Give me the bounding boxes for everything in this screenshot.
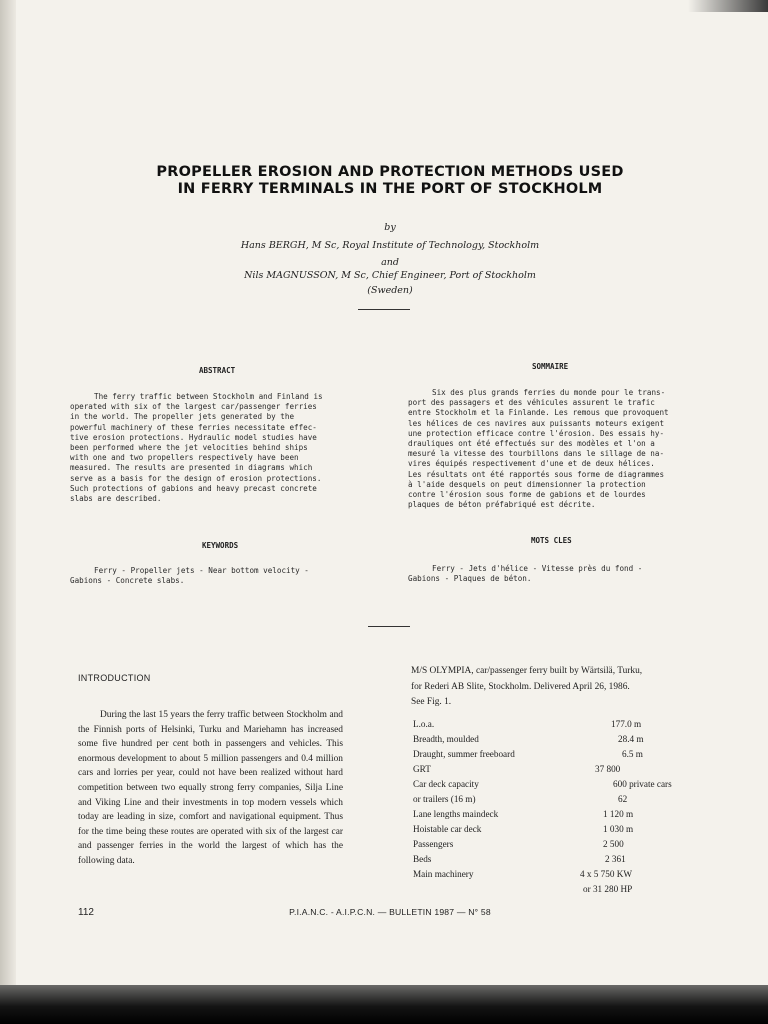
abstract-line: in the world. The propeller jets generated by the — [70, 412, 295, 422]
abstract-line: The ferry traffic between Stockholm and Finland is — [94, 392, 323, 401]
abstract-line: operated with six of the largest car/passenger ferries — [70, 402, 317, 412]
abstract-body — [70, 392, 366, 504]
introduction-body — [78, 708, 343, 869]
spec-value: 62 — [618, 794, 628, 804]
spec-value: 6.5 m — [622, 749, 643, 759]
mots-cles-body — [408, 564, 704, 584]
spec-label: Car deck capacity — [413, 779, 479, 789]
spec-value: 1 120 m — [603, 809, 634, 819]
spec-row — [413, 749, 723, 764]
section-divider-rule — [368, 626, 410, 627]
spec-label: GRT — [413, 764, 431, 774]
sommaire-body — [408, 388, 704, 510]
spec-row — [413, 779, 723, 794]
sommaire-line: entre Stockholm et la Finlande. Les remous que provoquent — [408, 408, 669, 418]
spec-row — [413, 869, 723, 884]
spec-value: 37 800 — [595, 764, 621, 774]
divider-rule — [358, 309, 410, 310]
keywords-heading: KEYWORDS — [202, 541, 239, 550]
sommaire-line: à l'aide desquels on peut dimensionner la protection — [408, 479, 646, 489]
spec-label: Passengers — [413, 839, 454, 849]
sommaire-line: vires équipés respectivement d'une et de deux hélices. — [408, 459, 655, 469]
sommaire-line: les hélices de ces navires aux puissants moteurs exigent — [408, 418, 665, 428]
and-label: and — [381, 257, 399, 268]
scan-bottom-edge — [0, 985, 768, 1024]
ship-description-line: See Fig. 1. — [411, 697, 452, 708]
sommaire-line: Six des plus grands ferries du monde pour le trans- — [432, 388, 666, 397]
author-country: (Sweden) — [367, 285, 413, 296]
spec-label: Breadth, moulded — [413, 734, 479, 744]
spec-label: Hoistable car deck — [413, 824, 482, 834]
spec-value: 28.4 m — [618, 734, 644, 744]
abstract-line: powerful machinery of these ferries necessitate effec- — [70, 422, 317, 432]
mots-cles-line: Gabions - Plaques de béton. — [408, 574, 532, 584]
page-number: 112 — [78, 907, 94, 918]
spec-value: or 31 280 HP — [583, 884, 633, 894]
keywords-line: Ferry - Propeller jets - Near bottom velocity - — [94, 566, 309, 575]
spec-label: Main machinery — [413, 869, 474, 879]
corner-shadow — [688, 0, 768, 12]
author-2: Nils MAGNUSSON, M Sc, Chief Engineer, Port of Stockholm — [244, 270, 536, 281]
abstract-line: slabs are described. — [70, 494, 162, 504]
abstract-line: with one and two propellers respectively have been — [70, 453, 299, 463]
by-label: by — [384, 222, 396, 233]
sommaire-line: plaques de béton préfabriqué est décrite. — [408, 500, 596, 510]
spec-row — [413, 824, 723, 839]
abstract-line: tive erosion protections. Hydraulic model studies have — [70, 432, 317, 442]
sommaire-line: mesuré la vitesse des tourbillons dans le sillage de na- — [408, 449, 665, 459]
spec-row — [413, 764, 723, 779]
spec-row — [413, 794, 723, 809]
spec-value: 177.0 m — [611, 719, 642, 729]
spec-label: Draught, summer freeboard — [413, 749, 515, 759]
abstract-line: serve as a basis for the design of erosion protections. — [70, 473, 322, 483]
mots-cles-line: Ferry - Jets d'hélice - Vitesse près du fond - — [432, 564, 643, 573]
spec-label: Beds — [413, 854, 432, 864]
abstract-line: Such protections of gabions and heavy precast concrete — [70, 483, 317, 493]
spec-row — [413, 839, 723, 854]
paper-title-line-2: IN FERRY TERMINALS IN THE PORT OF STOCKHOLM — [177, 181, 603, 197]
introduction-text: During the last 15 years the ferry traffic between Stockholm and the Finnish ports of Helsinki, Turku and Mariehamn has increased some five hundred per cent both in passengers and vehicles. This enormous development to about 5 million passengers and 0.4 million cars and lorries per year, could not have been realized without hard competition between two equally strong ferry companies, Silja Line and Viking Line and their investments in top modern vessels which today are leading in size, comfort and navigational equipment. Thus for the time being these routes are operated with six of the largest car and passenger ferries in the world the largest of which has the following data. — [78, 710, 343, 866]
abstract-line: measured. The results are presented in diagrams which — [70, 463, 313, 473]
sommaire-line: contre l'érosion sous forme de gabions et de lourdes — [408, 490, 646, 500]
sommaire-line: une protection efficace contre l'érosion. Des essais hy- — [408, 428, 665, 438]
spec-label: or trailers (16 m) — [413, 794, 476, 804]
introduction-heading: INTRODUCTION — [78, 673, 151, 683]
spec-value: 4 x 5 750 KW — [580, 869, 633, 879]
sommaire-line: Les résultats ont été rapportés sous forme de diagrammes — [408, 469, 665, 479]
sommaire-line: port des passagers et des véhicules assurent le trafic — [408, 398, 655, 408]
spec-value: 2 500 — [603, 839, 624, 849]
abstract-line: been performed where the jet velocities behind ships — [70, 443, 308, 453]
sommaire-line: drauliques ont été effectués sur des modèles et l'on a — [408, 439, 655, 449]
spec-row — [413, 884, 723, 899]
sommaire-heading: SOMMAIRE — [532, 362, 569, 371]
ship-description-line: M/S OLYMPIA, car/passenger ferry built by Wärtsilä, Turku, — [411, 666, 643, 676]
spec-value: 1 030 m — [603, 824, 634, 834]
ship-description-line: for Rederi AB Slite, Stockholm. Delivered April 26, 1986. — [411, 681, 630, 692]
spec-row — [413, 809, 723, 824]
mots-cles-heading: MOTS CLES — [531, 536, 572, 545]
spec-label: L.o.a. — [413, 719, 435, 729]
book-spine-shadow — [0, 0, 16, 1024]
ship-description — [411, 664, 711, 711]
keywords-body — [70, 566, 366, 586]
spec-label: Lane lengths maindeck — [413, 809, 499, 819]
paper-title-line-1: PROPELLER EROSION AND PROTECTION METHODS USED — [156, 164, 624, 180]
journal-footer: P.I.A.N.C. - A.I.P.C.N. — BULLETIN 1987 — N° 58 — [289, 907, 491, 917]
spec-value: 2 361 — [605, 854, 626, 864]
spec-row — [413, 719, 723, 734]
spec-row — [413, 734, 723, 749]
abstract-heading: ABSTRACT — [199, 366, 236, 375]
author-1: Hans BERGH, M Sc, Royal Institute of Technology, Stockholm — [240, 240, 540, 251]
spec-value: 600 private cars — [613, 779, 672, 789]
keywords-line: Gabions - Concrete slabs. — [70, 576, 185, 586]
spec-row — [413, 854, 723, 869]
